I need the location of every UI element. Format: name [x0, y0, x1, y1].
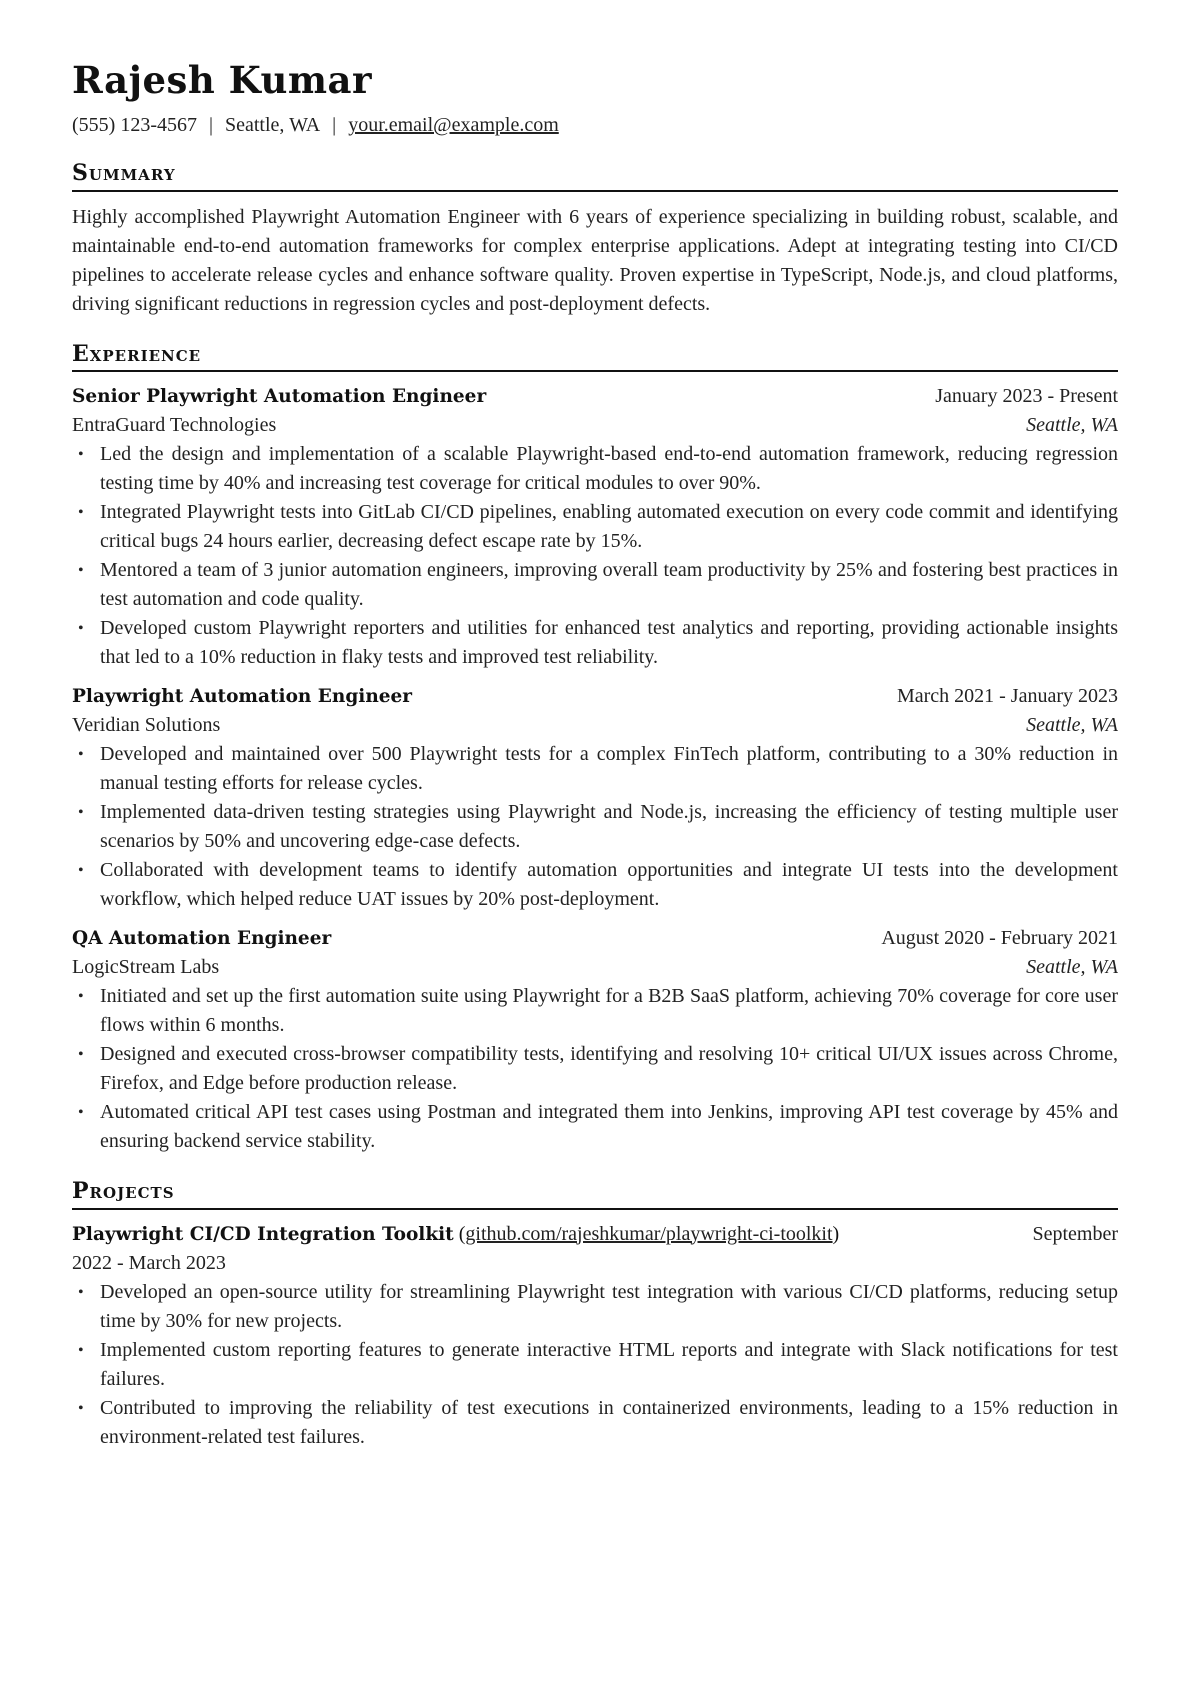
bullet-text: Implemented data-driven testing strategies using Playwright and Node.js, increasing the efficiency of testing multiple user scenarios by 50% and uncovering edge-case defects.	[100, 801, 1118, 853]
bullet-icon: •	[78, 862, 84, 880]
bullet-icon: •	[78, 562, 84, 580]
bullet-item	[78, 1278, 1118, 1336]
project-dates-end: 2022 - March 2023	[72, 1251, 226, 1274]
summary-heading: Summary	[72, 160, 1118, 191]
bullet-text: Designed and executed cross-browser compatibility tests, identifying and resolving 10+ critical UI/UX issues across Chrome, Firefox, and Edge before production release.	[100, 1043, 1118, 1095]
contact-separator: |	[208, 114, 213, 137]
bullet-item	[78, 798, 1118, 856]
bullet-text: Collaborated with development teams to identify automation opportunities and integrate UI tests into the development workflow, which helped reduce UAT issues by 20% post-deployment.	[100, 859, 1118, 911]
bullet-text: Led the design and implementation of a scalable Playwright-based end-to-end automation framework, reducing regression testing time by 40% and increasing test coverage for critical modules to over 90%.	[100, 443, 1118, 495]
job-title: Playwright Automation Engineer	[72, 686, 413, 708]
email-link[interactable]: your.email@example.com	[348, 114, 559, 137]
job-location: Seattle, WA	[1026, 414, 1118, 437]
job-location: Seattle, WA	[1026, 714, 1118, 737]
bullet-text: Integrated Playwright tests into GitLab CI/CD pipelines, enabling automated execution on every code commit and identifying critical bugs 24 hours earlier, decreasing defect escape rate by 15%.	[100, 501, 1118, 553]
job-header	[72, 382, 1118, 411]
contact-line	[72, 112, 1118, 138]
job-subheader	[72, 953, 1118, 982]
bullet-icon: •	[78, 620, 84, 638]
bullet-icon: •	[78, 804, 84, 822]
location: Seattle, WA	[225, 114, 321, 137]
bullet-text: Mentored a team of 3 junior automation engineers, improving overall team productivity by 25% and fostering best practices in test automation and code quality.	[100, 559, 1118, 611]
job-header	[72, 924, 1118, 953]
job-entry	[72, 382, 1118, 672]
experience-list	[72, 382, 1118, 1156]
job-location: Seattle, WA	[1026, 956, 1118, 979]
job-subheader	[72, 411, 1118, 440]
bullet-item	[78, 740, 1118, 798]
bullet-icon: •	[78, 504, 84, 522]
bullet-item	[78, 556, 1118, 614]
job-entry	[72, 924, 1118, 1156]
bullet-item	[78, 614, 1118, 672]
bullet-item	[78, 1336, 1118, 1394]
bullet-list	[72, 982, 1118, 1156]
bullet-item	[78, 1040, 1118, 1098]
phone-number: (555) 123-4567	[72, 114, 197, 137]
bullet-item	[78, 1394, 1118, 1452]
company-name: EntraGuard Technologies	[72, 414, 277, 437]
contact-separator: |	[332, 114, 337, 137]
bullet-item	[78, 982, 1118, 1040]
paren-close: )	[832, 1222, 840, 1245]
bullet-icon: •	[78, 1399, 84, 1417]
bullet-list	[72, 440, 1118, 672]
projects-heading: Projects	[72, 1178, 1118, 1209]
project-link[interactable]: github.com/rajeshkumar/playwright-ci-toolkit	[465, 1222, 833, 1245]
bullet-item	[78, 498, 1118, 556]
bullet-list	[72, 740, 1118, 914]
bullet-item	[78, 440, 1118, 498]
paren-open: (	[453, 1222, 466, 1245]
bullet-text: Initiated and set up the first automation suite using Playwright for a B2B SaaS platform, achieving 70% coverage for core user flows within 6 months.	[100, 985, 1118, 1037]
company-name: Veridian Solutions	[72, 714, 221, 737]
job-subheader	[72, 711, 1118, 740]
summary-text: Highly accomplished Playwright Automation Engineer with 6 years of experience specializing in building robust, scalable, and maintainable end-to-end automation frameworks for complex enterprise applications. Adept at integrating testing into CI/CD pipelines to accelerate release cycles and enhance software quality. Proven expertise in TypeScript, Node.js, and cloud platforms, driving significant reductions in regression cycles and post-deployment defects.	[72, 205, 1118, 315]
bullet-text: Developed an open-source utility for streamlining Playwright test integration with various CI/CD platforms, reducing setup time by 30% for new projects.	[100, 1280, 1118, 1332]
bullet-icon: •	[78, 746, 84, 764]
bullet-text: Implemented custom reporting features to generate interactive HTML reports and integrate with Slack notifications for test failures.	[100, 1338, 1118, 1390]
bullet-icon: •	[78, 1046, 84, 1064]
bullet-icon: •	[78, 1283, 84, 1301]
job-dates: August 2020 - February 2021	[881, 927, 1118, 950]
bullet-text: Developed and maintained over 500 Playwright tests for a complex FinTech platform, contributing to a 30% reduction in manual testing efforts for release cycles.	[100, 743, 1118, 795]
job-dates: January 2023 - Present	[935, 385, 1118, 408]
project-name: Playwright CI/CD Integration Toolkit	[72, 1223, 454, 1245]
bullet-text: Automated critical API test cases using Postman and integrated them into Jenkins, improving API test coverage by 45% and ensuring backend service stability.	[100, 1101, 1118, 1153]
job-title: Senior Playwright Automation Engineer	[72, 386, 487, 408]
candidate-name: Rajesh Kumar	[72, 58, 372, 102]
project-entry	[72, 1220, 1118, 1452]
bullet-item	[78, 856, 1118, 914]
job-dates: March 2021 - January 2023	[896, 685, 1118, 708]
job-title: QA Automation Engineer	[72, 928, 332, 950]
projects-list	[72, 1220, 1118, 1452]
bullet-list	[72, 1278, 1118, 1452]
bullet-icon: •	[78, 1104, 84, 1122]
project-dates-start: September	[1032, 1222, 1118, 1245]
project-title-group	[72, 1220, 839, 1249]
bullet-text: Contributed to improving the reliability of test executions in containerized environments, leading to a 15% reduction in environment-related test failures.	[100, 1396, 1118, 1448]
bullet-item	[78, 1098, 1118, 1156]
job-header	[72, 682, 1118, 711]
job-entry	[72, 682, 1118, 914]
bullet-icon: •	[78, 1341, 84, 1359]
bullet-icon: •	[78, 988, 84, 1006]
experience-heading: Experience	[72, 341, 1118, 372]
bullet-text: Developed custom Playwright reporters and utilities for enhanced test analytics and reporting, providing actionable insights that led to a 10% reduction in flaky tests and improved test reliability.	[100, 617, 1118, 669]
company-name: LogicStream Labs	[72, 956, 220, 979]
project-header	[72, 1220, 1118, 1249]
bullet-icon: •	[78, 446, 84, 464]
